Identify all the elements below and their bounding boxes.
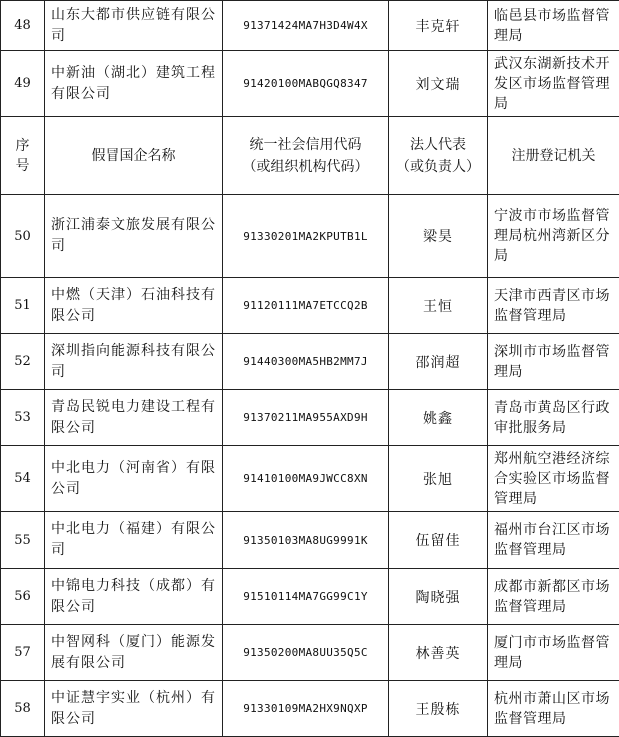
credit-code: 91330109MA2HX9NQXP [223, 681, 389, 737]
table-row [1, 390, 619, 446]
registration-authority: 福州市台江区市场监督管理局 [488, 512, 619, 569]
registration-authority: 临邑县市场监督管理局 [488, 1, 619, 51]
header-rep-line2: （或负责人） [395, 156, 481, 178]
header-rep-line1: 法人代表 [395, 134, 481, 156]
header-row [1, 117, 619, 195]
credit-code: 91420100MABQGQ8347 [223, 51, 389, 117]
row-number: 53 [1, 390, 45, 446]
legal-representative: 王恒 [389, 278, 488, 334]
company-name: 中智网科（厦门）能源发展有限公司 [45, 625, 223, 681]
registration-authority: 宁波市市场监督管理局杭州湾新区分局 [488, 195, 619, 278]
credit-code: 91410100MA9JWCC8XN [223, 446, 389, 512]
header-rep [389, 117, 488, 195]
row-number: 51 [1, 278, 45, 334]
company-name: 青岛民锐电力建设工程有限公司 [45, 390, 223, 446]
legal-representative: 伍留佳 [389, 512, 488, 569]
registration-authority: 郑州航空港经济综合实验区市场监督管理局 [488, 446, 619, 512]
credit-code: 91330201MA2KPUTB1L [223, 195, 389, 278]
legal-representative: 丰克轩 [389, 1, 488, 51]
table-body-bottom [1, 195, 619, 737]
legal-representative: 刘文瑞 [389, 51, 488, 117]
registration-authority: 青岛市黄岛区行政审批服务局 [488, 390, 619, 446]
header-no [1, 117, 45, 195]
registration-authority: 深圳市市场监督管理局 [488, 334, 619, 390]
row-number: 52 [1, 334, 45, 390]
company-name: 深圳指向能源科技有限公司 [45, 334, 223, 390]
table-row [1, 446, 619, 512]
company-name: 中新油（湖北）建筑工程有限公司 [45, 51, 223, 117]
row-number: 50 [1, 195, 45, 278]
header-no-text: 序号 [16, 136, 30, 176]
legal-representative: 张旭 [389, 446, 488, 512]
credit-code: 91120111MA7ETCCQ2B [223, 278, 389, 334]
credit-code: 91350200MA8UU35Q5C [223, 625, 389, 681]
legal-representative: 陶晓强 [389, 569, 488, 625]
header-org: 注册登记机关 [488, 117, 619, 195]
table-row [1, 1, 619, 51]
legal-representative: 姚鑫 [389, 390, 488, 446]
header-code-line2: （或组织机构代码） [229, 156, 382, 178]
credit-code: 91371424MA7H3D4W4X [223, 1, 389, 51]
row-number: 49 [1, 51, 45, 117]
table-row [1, 334, 619, 390]
table-row [1, 512, 619, 569]
row-number: 57 [1, 625, 45, 681]
table-row [1, 278, 619, 334]
company-name: 中北电力（河南省）有限公司 [45, 446, 223, 512]
company-name: 山东大都市供应链有限公司 [45, 1, 223, 51]
table-row [1, 569, 619, 625]
header-code [223, 117, 389, 195]
table-row [1, 625, 619, 681]
row-number: 56 [1, 569, 45, 625]
credit-code: 91350103MA8UG9991K [223, 512, 389, 569]
registration-authority: 厦门市市场监督管理局 [488, 625, 619, 681]
row-number: 54 [1, 446, 45, 512]
row-number: 58 [1, 681, 45, 737]
table-row [1, 681, 619, 737]
company-name: 中证慧宇实业（杭州）有限公司 [45, 681, 223, 737]
header-code-line1: 统一社会信用代码 [229, 134, 382, 156]
row-number: 48 [1, 1, 45, 51]
credit-code: 91510114MA7GG99C1Y [223, 569, 389, 625]
legal-representative: 王殷栋 [389, 681, 488, 737]
table-body-top [1, 1, 619, 117]
legal-representative: 梁昊 [389, 195, 488, 278]
row-number: 55 [1, 512, 45, 569]
table-row [1, 51, 619, 117]
registration-authority: 成都市新都区市场监督管理局 [488, 569, 619, 625]
header-name: 假冒国企名称 [45, 117, 223, 195]
legal-representative: 邵润超 [389, 334, 488, 390]
credit-code: 91370211MA955AXD9H [223, 390, 389, 446]
table-row [1, 195, 619, 278]
table-header [1, 117, 619, 195]
registration-authority: 天津市西青区市场监督管理局 [488, 278, 619, 334]
credit-code: 91440300MA5HB2MM7J [223, 334, 389, 390]
company-name: 中燃（天津）石油科技有限公司 [45, 278, 223, 334]
company-name: 浙江浦泰文旅发展有限公司 [45, 195, 223, 278]
company-name: 中北电力（福建）有限公司 [45, 512, 223, 569]
legal-representative: 林善英 [389, 625, 488, 681]
registration-authority: 杭州市萧山区市场监督管理局 [488, 681, 619, 737]
company-name: 中锦电力科技（成都）有限公司 [45, 569, 223, 625]
registration-authority: 武汉东湖新技术开发区市场监督管理局 [488, 51, 619, 117]
